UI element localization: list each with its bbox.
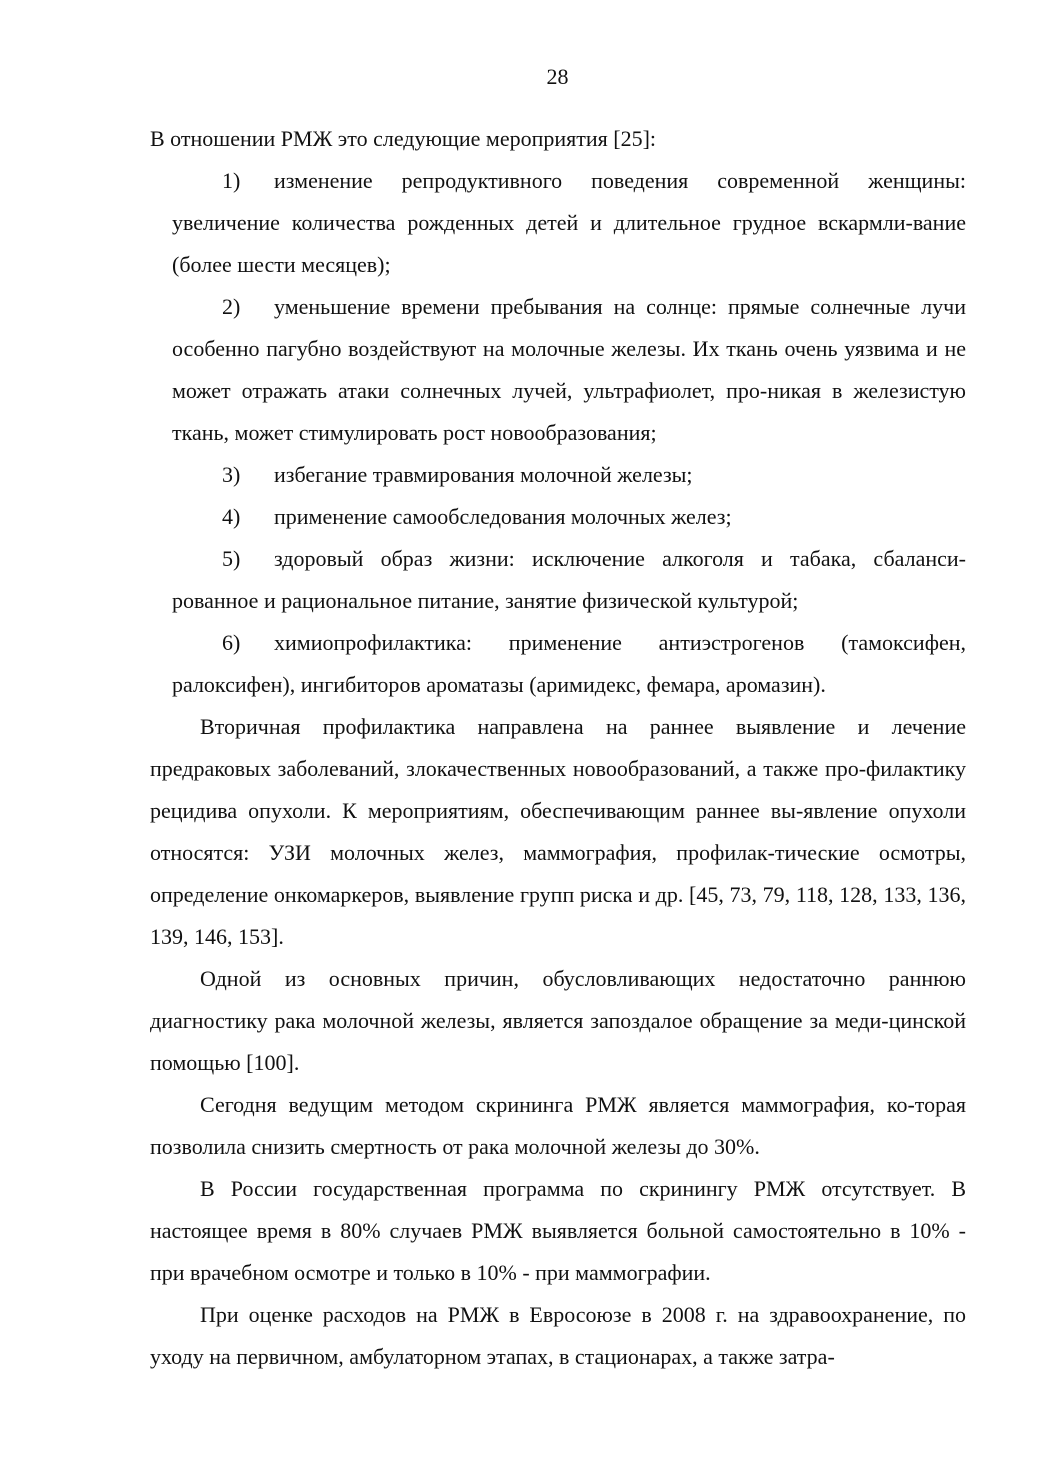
list-item-text: применение самообследования молочных желез; — [274, 504, 732, 529]
list-item-number: 6) — [222, 630, 241, 655]
body-paragraph: Сегодня ведущим методом скрининга РМЖ является маммография, ко-торая позволила снизить смертность от рака молочной железы до 30%. — [150, 1092, 966, 1159]
list-item-text: изменение репродуктивного поведения современной женщины: увеличение количества рожденных детей и длительное грудное вскармли-вание (более шести месяцев); — [172, 168, 966, 277]
list-item — [172, 496, 966, 538]
list-item-text: здоровый образ жизни: исключение алкоголя и табака, сбаланси-рованное и рациональное питание, занятие физической культурой; — [172, 546, 966, 613]
list-item — [172, 622, 966, 706]
page-body — [150, 118, 966, 1378]
list-item — [172, 454, 966, 496]
list-item-number: 1) — [222, 168, 241, 193]
list-item-number: 2) — [222, 294, 241, 319]
intro-line: В отношении РМЖ это следующие мероприятия [25]: — [150, 126, 657, 151]
list-item-number: 4) — [222, 504, 241, 529]
page-number: 28 — [546, 64, 569, 89]
list-item — [172, 160, 966, 286]
list-item-number: 3) — [222, 462, 241, 487]
list-item-number: 5) — [222, 546, 241, 571]
body-paragraph: В России государственная программа по скринингу РМЖ отсутствует. В настоящее время в 80% случаев РМЖ выявляется больной самостоятельно в 10% - при врачебном осмотре и только в 10% - при маммографии. — [150, 1176, 966, 1285]
body-paragraph: Вторичная профилактика направлена на раннее выявление и лечение предраковых заболеваний, злокачественных новообразований, а также про-филактику рецидива опухоли. К мероприятиям, обеспечивающим раннее вы-явление опухоли относятся: УЗИ молочных желез, маммография, профилак-тические осмотры, определение онкомаркеров, выявление групп риска и др. [45, 73, 79, 118, 128, 133, 136, 139, 146, 153]. — [150, 714, 966, 949]
list-item-text: химиопрофилактика: применение антиэстрогенов (тамоксифен, ралоксифен), ингибиторов ароматазы (аримидекс, фемара, аромазин). — [172, 630, 966, 697]
list-item-text: уменьшение времени пребывания на солнце: прямые солнечные лучи особенно пагубно воздействуют на молочные железы. Их ткань очень уязвима и не может отражать атаки солнечных лучей, ультрафиолет, про-никая в железистую ткань, может стимулировать рост новообразования; — [172, 294, 966, 445]
list-item-text: избегание травмирования молочной железы; — [274, 462, 693, 487]
list-item — [172, 538, 966, 622]
list-item — [172, 286, 966, 454]
body-paragraph: При оценке расходов на РМЖ в Евросоюзе в 2008 г. на здравоохранение, по уходу на первичном, амбулаторном этапах, в стационарах, а также затра- — [150, 1302, 966, 1369]
body-paragraph: Одной из основных причин, обусловливающих недостаточно раннюю диагностику рака молочной железы, является запоздалое обращение за меди-цинской помощью [100]. — [150, 966, 966, 1075]
